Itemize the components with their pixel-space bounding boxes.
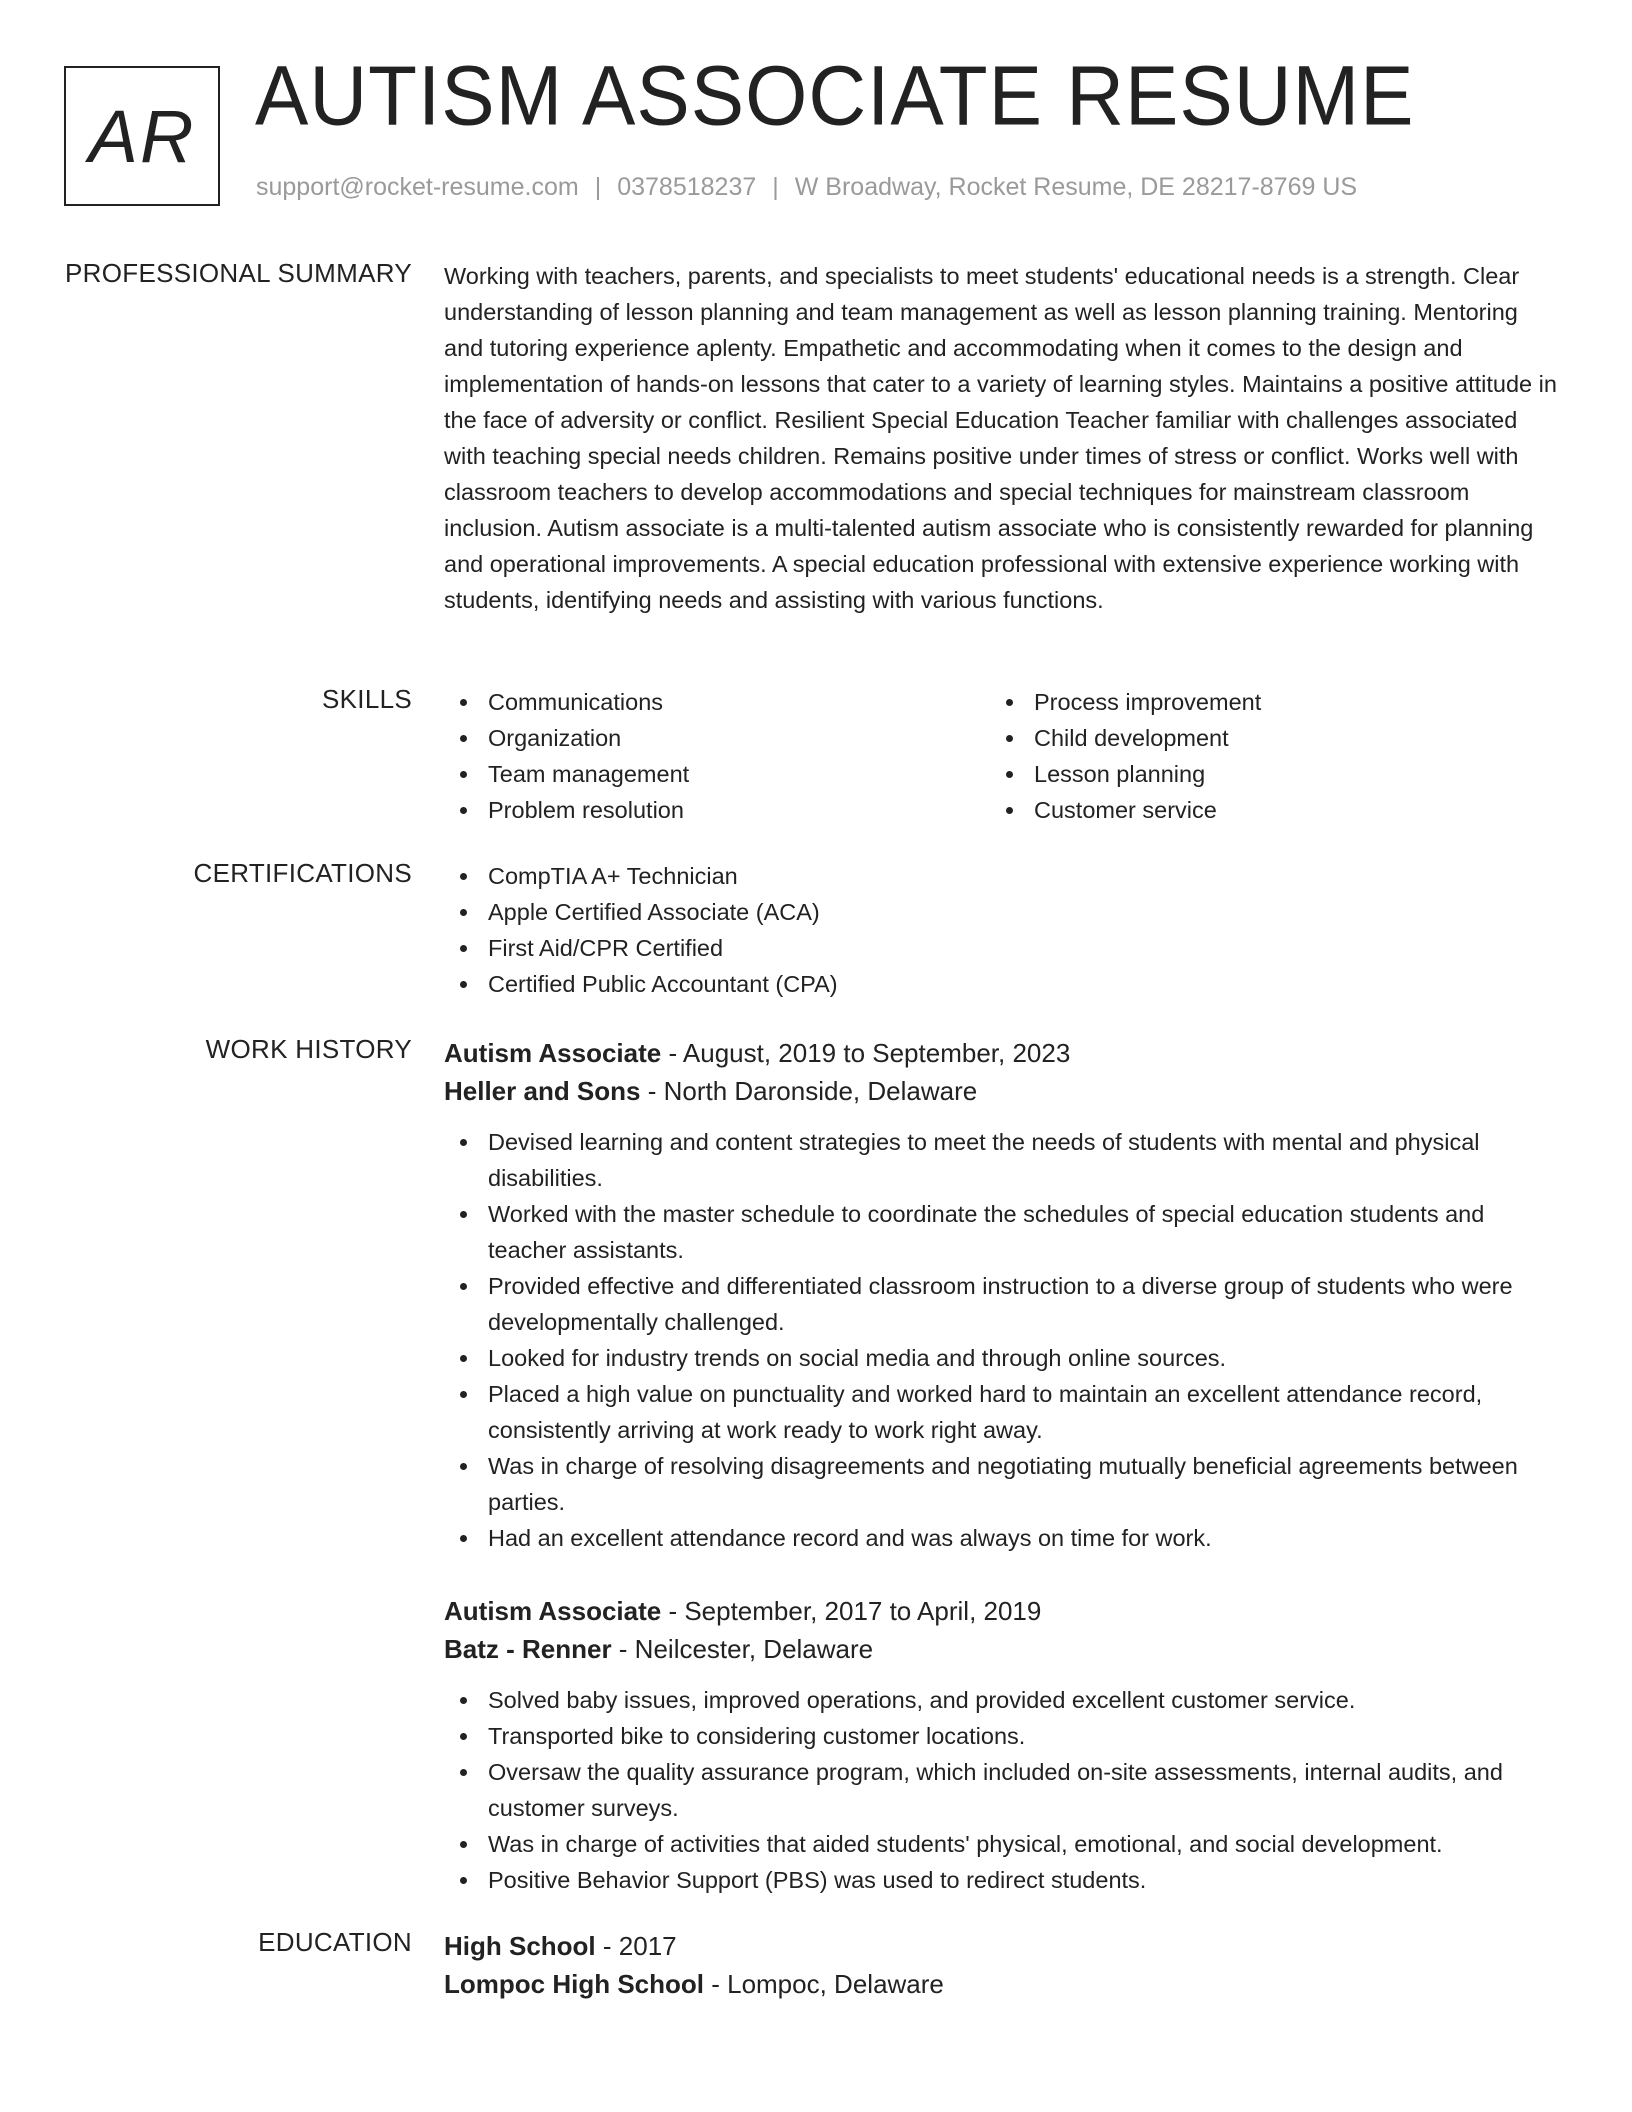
job-title-line — [444, 1592, 1560, 1630]
job-dates: - September, 2017 to April, 2019 — [661, 1596, 1042, 1626]
list-item: Placed a high value on punctuality and worked hard to maintain an excellent attendance record, consistently arriving at work ready to work right away. — [444, 1376, 1560, 1448]
contact-email: support@rocket-resume.com — [256, 173, 579, 201]
education-year: - 2017 — [595, 1931, 677, 1961]
list-item: Was in charge of resolving disagreements and negotiating mutually beneficial agreements between parties. — [444, 1448, 1560, 1520]
section-label: EDUCATION — [258, 1927, 412, 1957]
section-label: PROFESSIONAL SUMMARY — [65, 258, 412, 288]
list-item: Positive Behavior Support (PBS) was used to redirect students. — [444, 1862, 1560, 1898]
list-item: Provided effective and differentiated classroom instruction to a diverse group of students who were developmentally challenged. — [444, 1268, 1560, 1340]
job-entry — [444, 1592, 1560, 1898]
page-title: AUTISM ASSOCIATE RESUME — [255, 48, 1415, 143]
summary-text: Working with teachers, parents, and specialists to meet students' educational needs is a strength. Clear understanding of lesson planning and team management as well as lesson planning training. Mentoring and tutoring experience aplenty. Empathetic and accommodating when it comes to the design and implementation of hands-on lessons that cater to a variety of learning styles. Maintains a positive attitude in the face of adversity or conflict. Resilient Special Education Teacher familiar with challenges associated with teaching special needs children. Remains positive under times of stress or conflict. Works well with classroom teachers to develop accommodations and special techniques for mainstream classroom inclusion. Autism associate is a multi-talented autism associate who is consistently rewarded for planning and operational improvements. A special education professional with extensive experience working with students, identifying needs and assisting with various functions. — [444, 263, 1557, 613]
monogram-logo: AR — [64, 66, 220, 206]
list-item: Apple Certified Associate (ACA) — [444, 894, 1560, 930]
list-item: Communications — [444, 684, 990, 720]
list-item: First Aid/CPR Certified — [444, 930, 1560, 966]
list-item: Problem resolution — [444, 792, 990, 828]
job-title: Autism Associate — [444, 1596, 662, 1626]
list-item: Customer service — [990, 792, 1536, 828]
skills-list-left — [444, 684, 990, 828]
list-item: Had an excellent attendance record and was always on time for work. — [444, 1520, 1560, 1556]
job-title: Autism Associate — [444, 1038, 662, 1068]
list-item: Solved baby issues, improved operations, and provided excellent customer service. — [444, 1682, 1560, 1718]
job-title-line — [444, 1034, 1560, 1072]
contact-line — [256, 173, 1357, 202]
certifications-list — [444, 858, 1560, 1002]
skills-list-right — [990, 684, 1536, 828]
contact-separator: | — [772, 173, 779, 201]
contact-separator: | — [594, 173, 602, 201]
list-item: CompTIA A+ Technician — [444, 858, 1560, 894]
job-duties-list — [444, 1124, 1560, 1556]
list-item: Lesson planning — [990, 756, 1536, 792]
section-label: WORK HISTORY — [205, 1034, 412, 1064]
list-item: Child development — [990, 720, 1536, 756]
job-entry — [444, 1034, 1560, 1556]
education-school: Lompoc High School — [444, 1969, 704, 1999]
list-item: Organization — [444, 720, 990, 756]
list-item: Certified Public Accountant (CPA) — [444, 966, 1560, 1002]
list-item: Oversaw the quality assurance program, which included on-site assessments, internal audits, and customer surveys. — [444, 1754, 1560, 1826]
section-label: SKILLS — [322, 684, 412, 714]
list-item: Looked for industry trends on social media and through online sources. — [444, 1340, 1560, 1376]
list-item: Process improvement — [990, 684, 1536, 720]
list-item: Team management — [444, 756, 990, 792]
job-company-line — [444, 1072, 1560, 1110]
list-item: Devised learning and content strategies to meet the needs of students with mental and physical disabilities. — [444, 1124, 1560, 1196]
contact-phone: 0378518237 — [617, 173, 757, 201]
education-school-line — [444, 1965, 1560, 2003]
job-company-line — [444, 1630, 1560, 1668]
contact-address: W Broadway, Rocket Resume, DE 28217-8769 US — [794, 173, 1358, 201]
education-degree: High School — [444, 1931, 596, 1961]
list-item: Was in charge of activities that aided students' physical, emotional, and social development. — [444, 1826, 1560, 1862]
job-company: Batz - Renner — [444, 1634, 612, 1664]
job-location: - Neilcester, Delaware — [611, 1634, 874, 1664]
job-company: Heller and Sons — [444, 1076, 641, 1106]
job-duties-list — [444, 1682, 1560, 1898]
job-dates: - August, 2019 to September, 2023 — [661, 1038, 1071, 1068]
education-degree-line — [444, 1927, 1560, 1965]
section-label: CERTIFICATIONS — [193, 858, 412, 888]
job-location: - North Daronside, Delaware — [640, 1076, 978, 1106]
education-location: - Lompoc, Delaware — [704, 1969, 944, 1999]
list-item: Transported bike to considering customer locations. — [444, 1718, 1560, 1754]
list-item: Worked with the master schedule to coordinate the schedules of special education students and teacher assistants. — [444, 1196, 1560, 1268]
